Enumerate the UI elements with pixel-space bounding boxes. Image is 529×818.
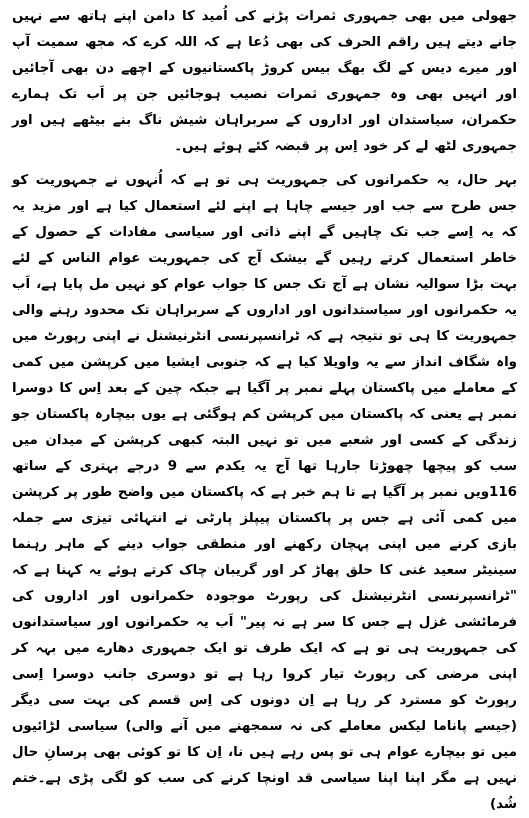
paragraph-1: جھولی میں بھی جمہوری ثمرات پڑنے کی اُمید کا دامن اپنے ہاتھ سے نہیں جانے دیتے ہیں راقم الحرف کی بھی دُعا ہے کہ اللہ کرے کہ مجھ سمیت آپ اور میرے دیس کے لگ بھگ بیس کروڑ پاکستانیوں کے اچھے دن بھی آجائیں اور انہیں بھی وہ جمہوری ثمرات نصیب ہوجائیں جن پر اَب تک ہمارے حکمران، سیاستدان اور اداروں کے سربراہان شیش ناگ بنے بیٹھے ہیں اور جمہوری لٹھ لے کر خود اِس پر قبضہ کئے ہوئے ہیں۔ [12, 9, 517, 154]
paragraph-2: بہر حال، یہ حکمرانوں کی جمہوریت ہی تو ہے کہ اُنہوں نے جمہوریت کو جس طرح سے جب اور جیسے چاہا ہے اپنے لئے استعمال کیا ہے اور مزید یہ کہ یہ اِسے جب تک چاہیں گے اپنے ذاتی اور سیاسی مفادات کے حصول کے خاطر استعمال کرتے رہیں گے بیشک آج کی جمہوریت عوام الناس کے لئے بہت بڑا سوالیہ نشان ہے آج تک جس کا جواب عوام کو نہیں مل پایا ہے، اَب یہ حکمرانوں اور سیاستدانوں اور اداروں کے سربراہان تک محدود رہنے والی جمہوریت کا ہی تو نتیجہ ہے کہ ٹرانسپرنسی انٹرنیشنل نے اپنی رپورٹ میں واہ شگاف انداز سے یہ واویلا کیا ہے کہ جنوبی ایشیا میں کرپشن میں کمی کے معاملے میں پاکستان پہلے نمبر پر آگیا ہے جبکہ چین کے بعد اِس کا دوسرا نمبر ہے یعنی کہ پاکستان میں کرپشن کم ہوگئی ہے یوں بیچارہ پاکستان جو زندگی کے کسی اور شعبے میں تو نہیں البتہ کبھی کرپشن کے میدان میں سب کو پیچھا چھوڑتا جارہا تھا آج یہ یکدم سے 9 درجے بہتری کے ساتھ 116ویں نمبر پر آگیا ہے تا ہم خبر ہے کہ پاکستان میں واضح طور پر کرپشن میں کمی آئی ہے جس پر پاکستان پیپلز پارٹی نے انتہائی تیزی سے جملہ بازی کرنے میں اپنی پہچان رکھنے اور منطقی جواب دینے کے ماہر رہنما سینیٹر سعید غنی کا حلق پھاڑ کر اور گریبان چاک کرتے ہوئے یہ کہنا ہے کہ "ٹرانسپرنسی انٹرنیشنل کی رپورٹ موجودہ حکمرانوں اور اداروں کی فرمائشی غزل ہے جس کا سر ہے نہ پیر" اَب یہ حکمرانوں اور سیاستدانوں کی جمہوریت ہی تو ہے کہ ایک طرف تو ایک جمہوری دھارے میں بہہ کر اپنی مرضی کی رپورٹ تیار کروا رہا ہے تو دوسری جانب دوسرا اِسی رپورٹ کو مسترد کر رہا ہے اِن دونوں کی اِس قسم کی بہت سی دیگر (جیسے پاناما لیکس معاملے کی نہ سمجھنے میں آنے والی) سیاسی لڑائیوں میں تو بیچارے عوام ہی تو پس رہے ہیں نا، اِن کا تو کوئی بھی پرسانِ حال نہیں ہے مگر اپنا اپنا سیاسی قد اونچا کرنے کی سب کو لگی پڑی ہے۔ختم شُد) [12, 173, 517, 812]
